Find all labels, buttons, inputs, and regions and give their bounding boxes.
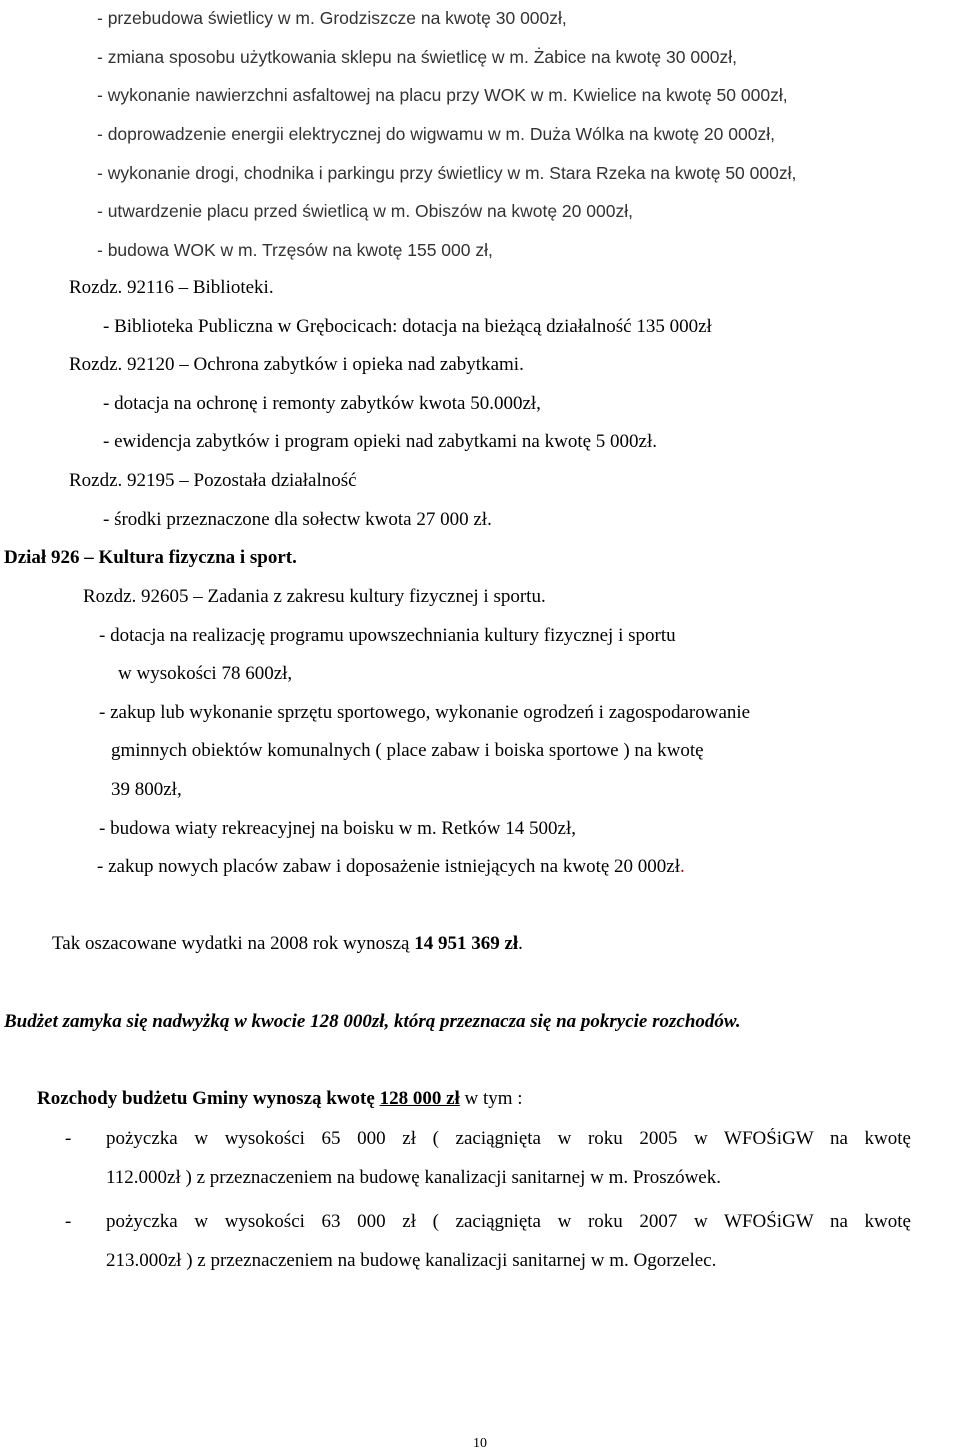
text-line-zabytki-ochrona: - dotacja na ochronę i remonty zabytków kwota 50.000zł,: [103, 393, 541, 414]
loan-item-1-dash: -: [65, 1128, 72, 1149]
rozchody-amount: 128 000 zł: [379, 1088, 460, 1109]
text-line-zabice: - zmiana sposobu użytkowania sklepu na świetlicę w m. Żabice na kwotę 30 000zł,: [97, 47, 738, 67]
loan-item-2-line-2: 213.000zł ) z przeznaczeniem na budowę kanalizacji sanitarnej w m. Ogorzelec.: [106, 1250, 717, 1271]
text-line-zabytki-ewidencja: - ewidencja zabytków i program opieki nad zabytkami na kwotę 5 000zł.: [103, 431, 657, 452]
text-line-sport-sprzet: - zakup lub wykonanie sprzętu sportowego, wykonanie ogrodzeń i zagospodarowanie: [99, 702, 751, 723]
text-line-kwielice: - wykonanie nawierzchni asfaltowej na placu przy WOK w m. Kwielice na kwotę 50 000zł,: [97, 85, 788, 105]
text-line-sport-wiata: - budowa wiaty rekreacyjnej na boisku w m. Retków 14 500zł,: [99, 818, 576, 839]
rozchody-suffix: w tym :: [459, 1088, 523, 1109]
text-line-budzet-nadwyzka: Budżet zamyka się nadwyżką w kwocie 128 000zł, którą przeznacza się na pokrycie rozchodów.: [4, 1011, 741, 1032]
loan-item-2-dash: -: [65, 1211, 72, 1232]
heading-dzial-926: Dział 926 – Kultura fizyczna i sport.: [4, 547, 297, 568]
text-line-solectwa: - środki przeznaczone dla sołectw kwota 27 000 zł.: [103, 509, 492, 530]
text-line-sport-obiekty: gminnych obiektów komunalnych ( place zabaw i boiska sportowe ) na kwotę: [111, 740, 704, 761]
loan-item-1-line-2: 112.000zł ) z przeznaczeniem na budowę kanalizacji sanitarnej w m. Proszówek.: [106, 1167, 721, 1188]
rozchody-prefix: Rozchody budżetu Gminy wynoszą kwotę: [37, 1088, 380, 1109]
wydatki-amount: 14 951 369 zł: [414, 933, 519, 954]
text-line-trzesow: - budowa WOK w m. Trzęsów na kwotę 155 000 zł,: [97, 240, 493, 260]
wydatki-suffix: .: [518, 933, 523, 954]
page-number: 10: [473, 1436, 487, 1451]
red-period: .: [680, 856, 685, 877]
text-line-sport-dotacja: - dotacja na realizację programu upowszechniania kultury fizycznej i sportu: [99, 625, 676, 646]
text-line-rozchody: [37, 1088, 523, 1110]
text-line-sport-dotacja-kwota: w wysokości 78 600zł,: [118, 663, 293, 684]
text-line-wydatki: [52, 933, 523, 955]
text-line-duza-wolka: - doprowadzenie energii elektrycznej do wigwamu w m. Duża Wólka na kwotę 20 000zł,: [97, 124, 775, 144]
text-line-obiszow: - utwardzenie placu przed świetlicą w m. Obiszów na kwotę 20 000zł,: [97, 201, 633, 221]
wydatki-prefix: Tak oszacowane wydatki na 2008 rok wynoszą: [52, 933, 415, 954]
heading-rozdz-92116: Rozdz. 92116 – Biblioteki.: [69, 277, 274, 298]
text-line-stara-rzeka: - wykonanie drogi, chodnika i parkingu przy świetlicy w m. Stara Rzeka na kwotę 50 000zł,: [97, 163, 797, 183]
heading-rozdz-92195: Rozdz. 92195 – Pozostała działalność: [69, 470, 357, 491]
text-line-biblioteka: - Biblioteka Publiczna w Grębocicach: dotacja na bieżącą działalność 135 000zł: [103, 316, 712, 337]
loan-item-1-text: pożyczka w wysokości 65 000 zł ( zaciągnięta w roku 2005 w WFOŚiGW na kwotę: [106, 1128, 911, 1149]
heading-rozdz-92605: Rozdz. 92605 – Zadania z zakresu kultury fizycznej i sportu.: [83, 586, 546, 607]
text-line-sport-place-zabaw: [97, 856, 685, 878]
text-line-sport-kwota: 39 800zł,: [111, 779, 182, 800]
sport-place-zabaw-text: - zakup nowych placów zabaw i doposażenie istniejących na kwotę 20 000zł: [97, 856, 680, 877]
text-line-grodziszcze: - przebudowa świetlicy w m. Grodziszcze na kwotę 30 000zł,: [97, 8, 567, 28]
heading-rozdz-92120: Rozdz. 92120 – Ochrona zabytków i opieka nad zabytkami.: [69, 354, 524, 375]
loan-item-2-text: pożyczka w wysokości 63 000 zł ( zaciągnięta w roku 2007 w WFOŚiGW na kwotę: [106, 1211, 911, 1232]
